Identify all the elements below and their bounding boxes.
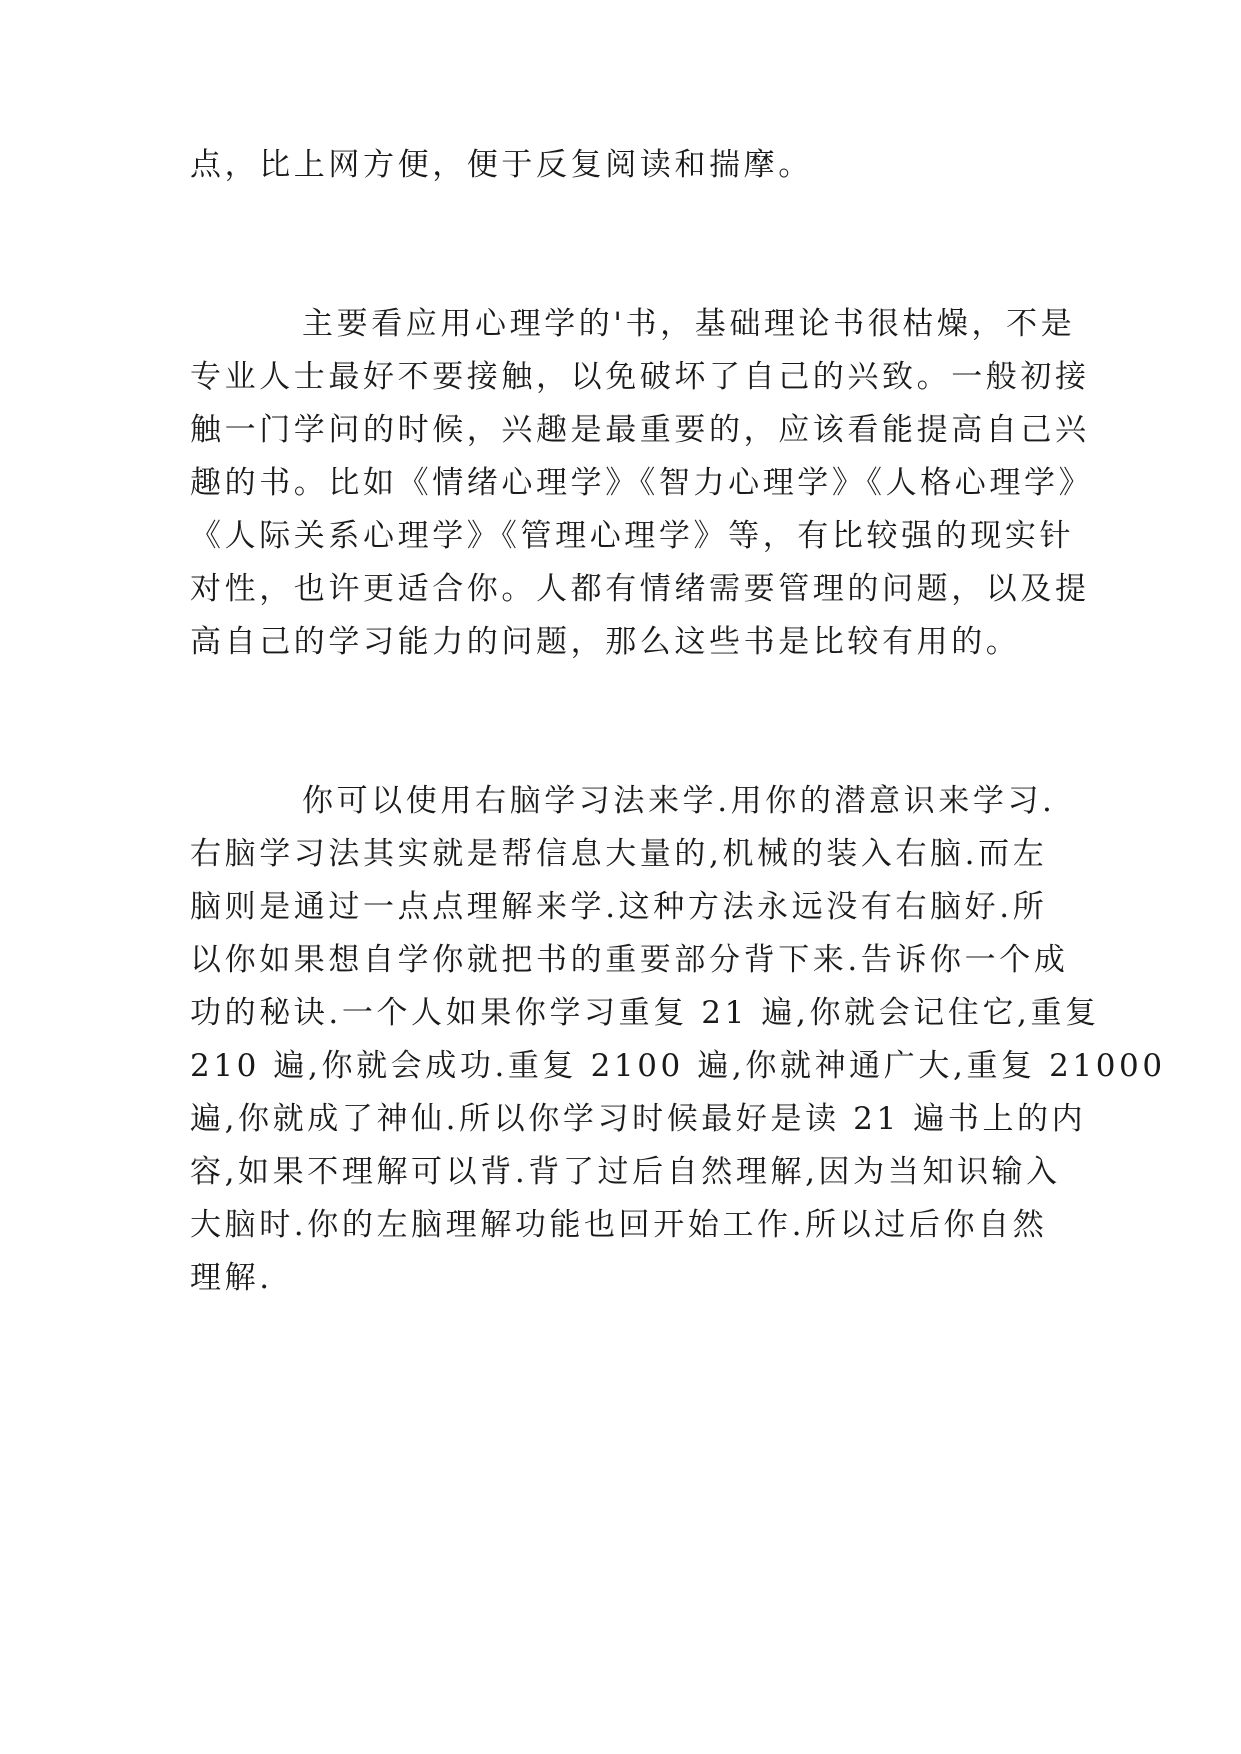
text-line: 趣的书。比如《情绪心理学》《智力心理学》《人格心理学》 (190, 465, 1094, 501)
text-line: 高自己的学习能力的问题，那么这些书是比较有用的。 (190, 624, 1021, 660)
text-line: 功的秘诀.一个人如果你学习重复 21 遍,你就会记住它,重复 (190, 995, 1100, 1031)
text-line: 脑则是通过一点点理解来学.这种方法永远没有右脑好.所 (190, 889, 1048, 925)
text-line: 《人际关系心理学》《管理心理学》等，有比较强的现实针 (190, 518, 1075, 554)
text-line: 主要看应用心理学的'书，基础理论书很枯燥，不是 (302, 306, 1076, 342)
text-line: 理解. (190, 1260, 273, 1296)
text-line: 专业人士最好不要接触，以免破坏了自己的兴致。一般初接 (190, 359, 1090, 395)
text-line: 遍,你就成了神仙.所以你学习时候最好是读 21 遍书上的内 (190, 1101, 1087, 1137)
text-line: 容,如果不理解可以背.背了过后自然理解,因为当知识输入 (190, 1154, 1061, 1190)
text-line: 210 遍,你就会成功.重复 2100 遍,你就神通广大,重复 21000 (190, 1048, 1166, 1084)
text-line: 对性，也许更适合你。人都有情绪需要管理的问题，以及提 (190, 571, 1090, 607)
text-line: 右脑学习法其实就是帮信息大量的,机械的装入右脑.而左 (190, 836, 1048, 872)
text-line: 点，比上网方便，便于反复阅读和揣摩。 (190, 147, 813, 183)
text-line: 触一门学问的时候，兴趣是最重要的，应该看能提高自己兴 (190, 412, 1090, 448)
text-line: 以你如果想自学你就把书的重要部分背下来.告诉你一个成 (190, 942, 1069, 978)
text-line: 你可以使用右脑学习法来学.用你的潜意识来学习. (302, 783, 1056, 819)
text-line: 大脑时.你的左脑理解功能也回开始工作.所以过后你自然 (190, 1207, 1048, 1243)
